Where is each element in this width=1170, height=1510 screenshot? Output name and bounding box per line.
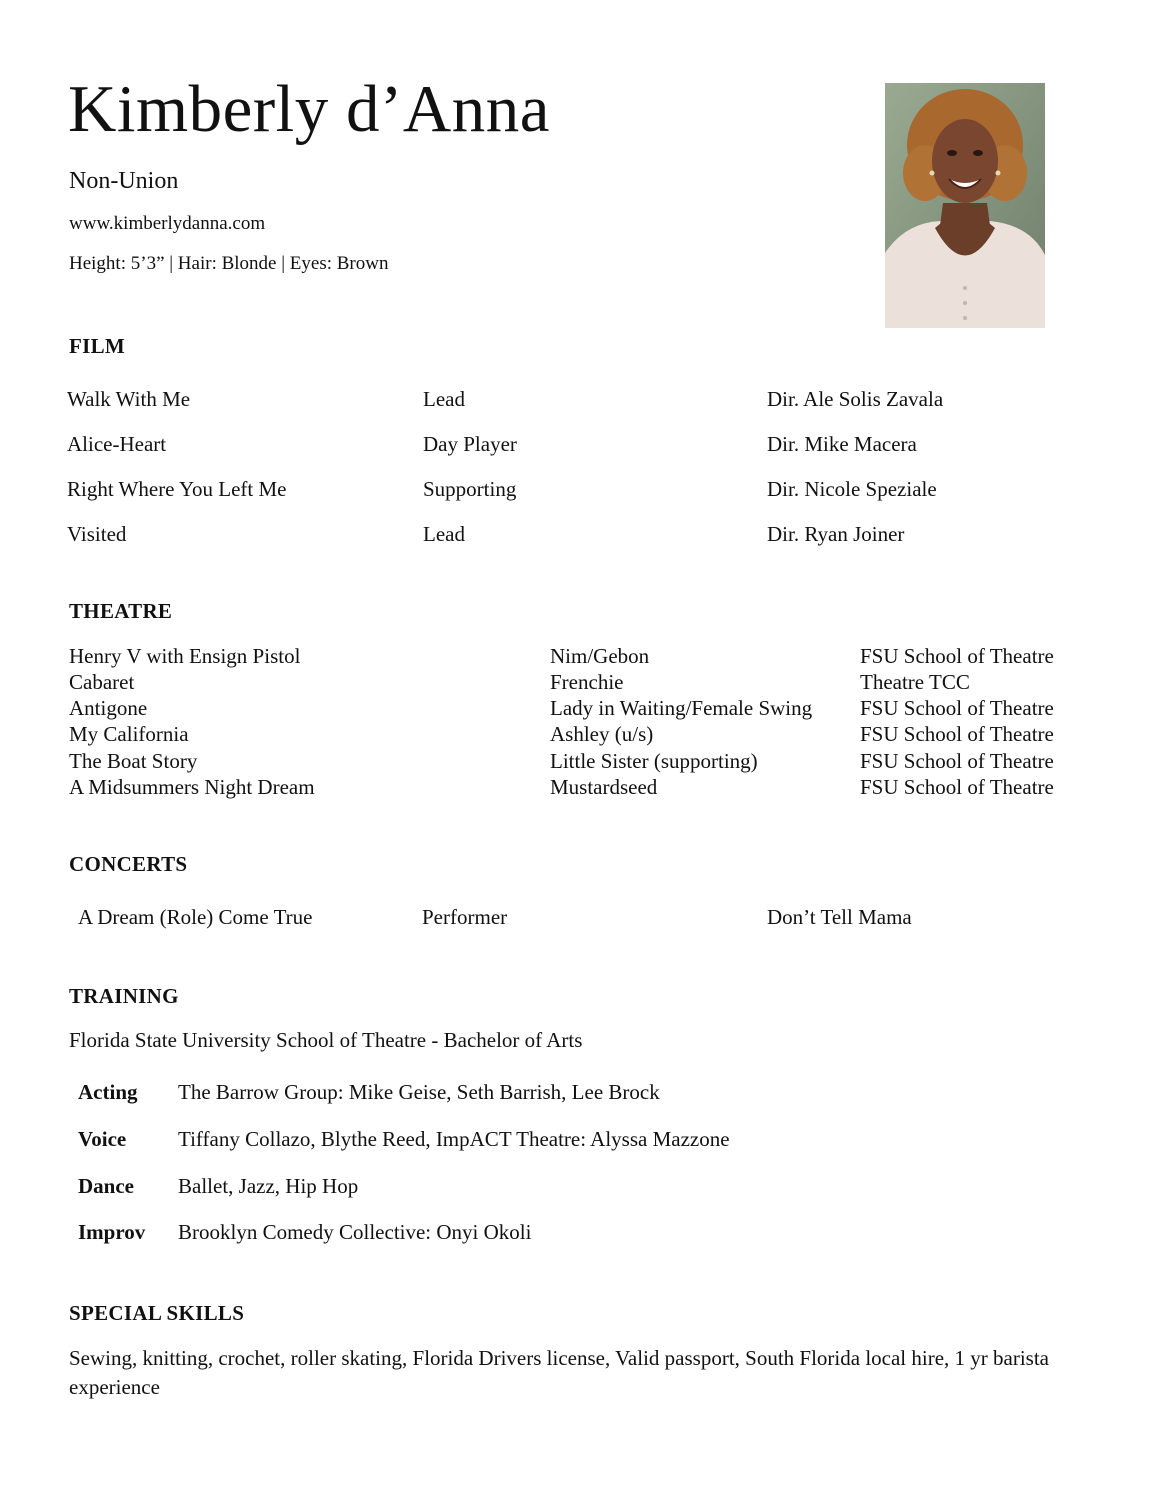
union-status: Non-Union	[69, 168, 179, 194]
training-degree: Florida State University School of Theatre - Bachelor of Arts	[69, 1028, 583, 1052]
film-director: Dir. Nicole Speziale	[767, 477, 937, 501]
concert-role: Performer	[422, 905, 508, 929]
section-heading-special-skills: SPECIAL SKILLS	[69, 1301, 245, 1325]
section-heading-concerts: CONCERTS	[69, 852, 188, 876]
theatre-company: FSU School of Theatre	[860, 722, 1054, 746]
theatre-company: FSU School of Theatre	[860, 696, 1054, 720]
training-detail-acting: The Barrow Group: Mike Geise, Seth Barrish, Lee Brock	[178, 1080, 660, 1104]
training-label-improv: Improv	[78, 1220, 146, 1244]
theatre-role: Little Sister (supporting)	[550, 749, 758, 773]
film-director: Dir. Mike Macera	[767, 432, 917, 456]
film-title: Alice-Heart	[67, 432, 167, 456]
theatre-role: Mustardseed	[550, 775, 658, 799]
theatre-title: A Midsummers Night Dream	[69, 775, 315, 799]
theatre-company: FSU School of Theatre	[860, 775, 1054, 799]
section-heading-training: TRAINING	[69, 984, 179, 1008]
theatre-company: FSU School of Theatre	[860, 749, 1054, 773]
film-title: Visited	[67, 522, 127, 546]
theatre-role: Lady in Waiting/Female Swing	[550, 696, 813, 720]
physical-stats: Height: 5’3” | Hair: Blonde | Eyes: Brown	[69, 253, 389, 274]
theatre-company: Theatre TCC	[860, 670, 970, 694]
film-role: Day Player	[423, 432, 517, 456]
training-label-voice: Voice	[78, 1127, 127, 1151]
headshot-photo	[885, 83, 1045, 328]
training-label-dance: Dance	[78, 1174, 134, 1198]
film-role: Lead	[423, 522, 465, 546]
theatre-title: Henry V with Ensign Pistol	[69, 644, 301, 668]
training-detail-dance: Ballet, Jazz, Hip Hop	[178, 1174, 359, 1198]
theatre-title: Cabaret	[69, 670, 135, 694]
theatre-role: Nim/Gebon	[550, 644, 650, 668]
section-heading-film: FILM	[69, 334, 126, 358]
website-link[interactable]: www.kimberlydanna.com	[69, 213, 266, 234]
training-detail-improv: Brooklyn Comedy Collective: Onyi Okoli	[178, 1220, 532, 1244]
section-heading-theatre: THEATRE	[69, 599, 173, 623]
special-skills-text: Sewing, knitting, crochet, roller skating, Florida Drivers license, Valid passport, South Florida local hire, 1 yr barista experience	[69, 1346, 1050, 1399]
theatre-title: The Boat Story	[69, 749, 198, 773]
film-title: Walk With Me	[67, 387, 191, 411]
film-role: Lead	[423, 387, 465, 411]
film-director: Dir. Ryan Joiner	[767, 522, 905, 546]
theatre-role: Frenchie	[550, 670, 624, 694]
actor-name: Kimberly d’Anna	[68, 72, 550, 146]
training-detail-voice: Tiffany Collazo, Blythe Reed, ImpACT Theatre: Alyssa Mazzone	[178, 1127, 730, 1151]
theatre-company: FSU School of Theatre	[860, 644, 1054, 668]
film-director: Dir. Ale Solis Zavala	[767, 387, 944, 411]
concert-venue: Don’t Tell Mama	[767, 905, 912, 929]
concert-title: A Dream (Role) Come True	[78, 905, 313, 929]
film-title: Right Where You Left Me	[67, 477, 287, 501]
film-role: Supporting	[423, 477, 517, 501]
theatre-title: My California	[69, 722, 189, 746]
theatre-title: Antigone	[69, 696, 148, 720]
training-label-acting: Acting	[78, 1080, 138, 1104]
theatre-role: Ashley (u/s)	[550, 722, 654, 746]
